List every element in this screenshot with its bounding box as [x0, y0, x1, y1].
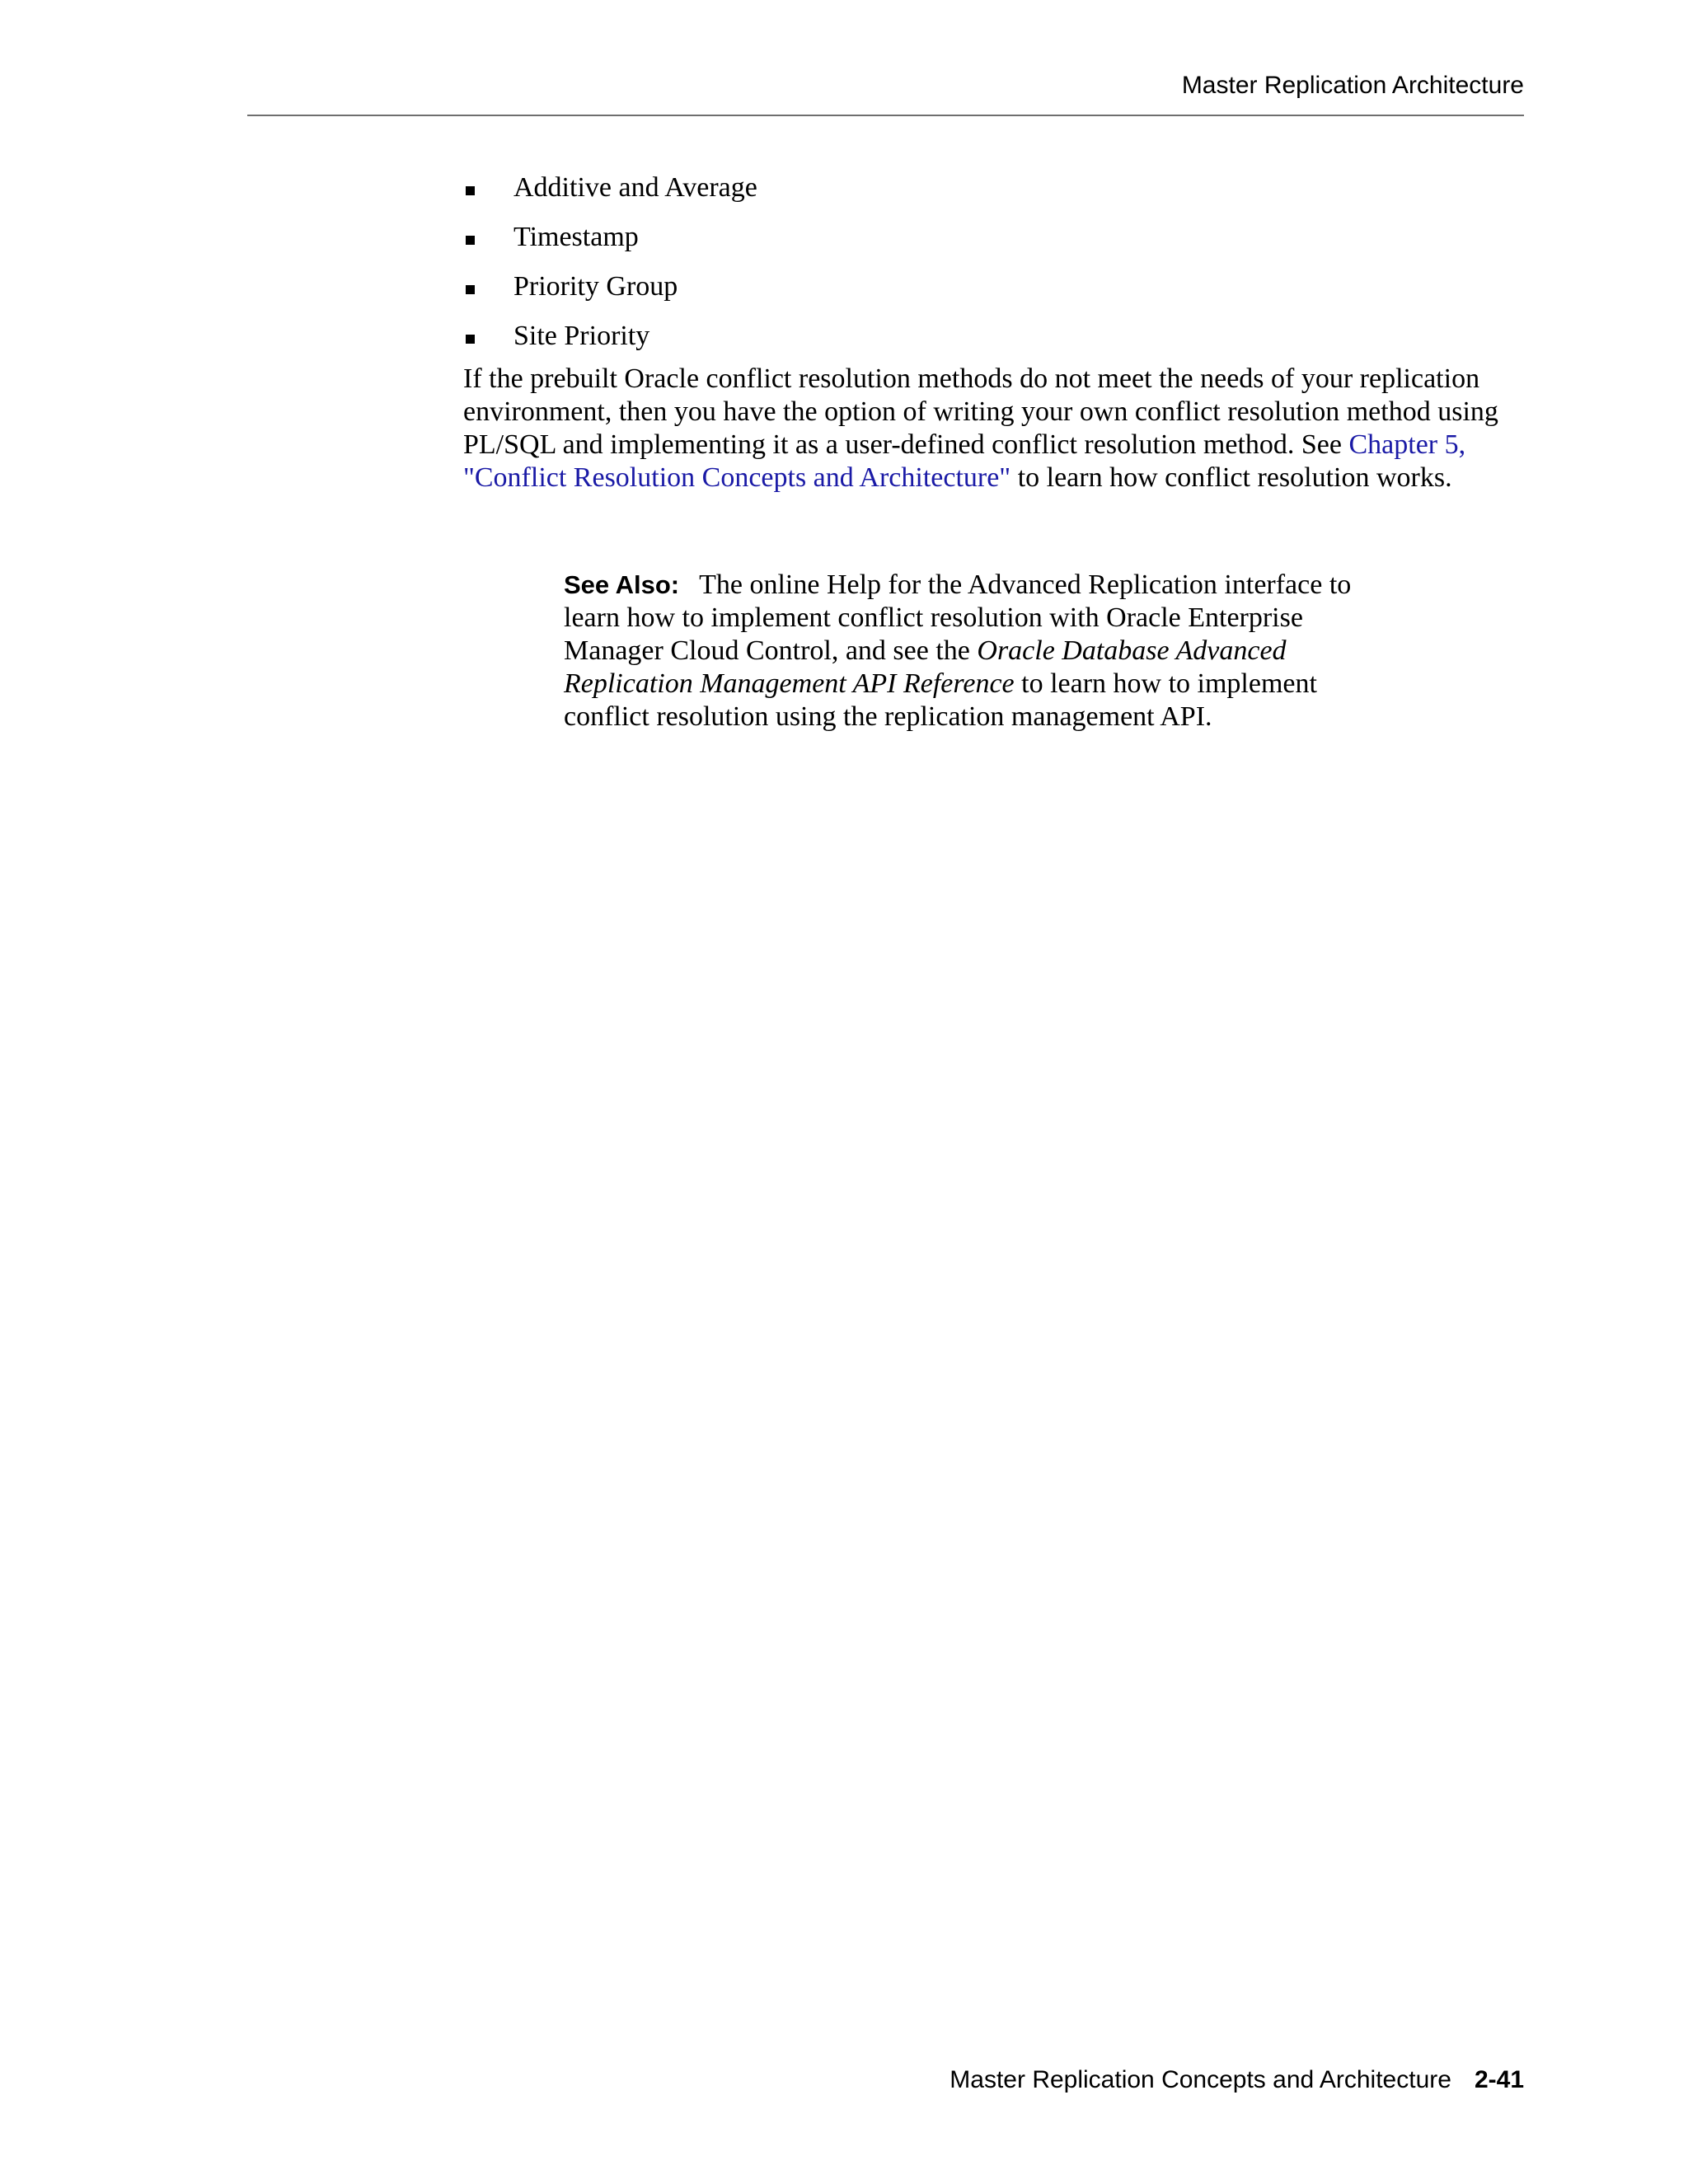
list-item-text: Additive and Average — [513, 172, 757, 203]
footer-book-title: Master Replication Concepts and Architecture — [950, 2066, 1451, 2093]
list-item — [463, 320, 1524, 353]
paragraph-text-start: If the prebuilt Oracle conflict resolution methods do not meet the needs of your replication environment, then you have the option of writing your own conflict resolution method using PL/SQL and implementing it as a user-defined conflict resolution method. See — [463, 363, 1498, 460]
see-also-label: See Also: — [564, 570, 680, 599]
conflict-method-list — [463, 171, 1524, 353]
page-number: 2-41 — [1474, 2066, 1524, 2093]
list-item — [463, 171, 1524, 204]
list-item-text: Site Priority — [513, 321, 650, 351]
square-bullet-icon — [466, 236, 475, 245]
see-also-text-end: to learn how to implement conflict resolution using the replication management API. — [564, 668, 1317, 732]
square-bullet-icon — [466, 186, 475, 195]
running-header: Master Replication Architecture — [1181, 72, 1524, 99]
api-reference-title: Oracle Database Advanced Replication Management API Reference — [564, 635, 1287, 699]
list-item — [463, 270, 1524, 303]
list-item — [463, 221, 1524, 254]
paragraph-text-end: to learn how conflict resolution works. — [1010, 462, 1452, 493]
chapter-5-link[interactable]: Chapter 5, "Conflict Resolution Concepts and Architecture" — [463, 429, 1466, 493]
header-rule — [247, 115, 1524, 116]
body-paragraph — [463, 363, 1524, 494]
see-also-text-start: The online Help for the Advanced Replication interface to learn how to implement conflict resolution with Oracle Enterprise Manager Cloud Control, and see the — [564, 569, 1352, 666]
main-content — [463, 171, 1524, 494]
list-item-text: Priority Group — [513, 271, 678, 302]
square-bullet-icon — [466, 285, 475, 294]
see-also-note — [564, 569, 1396, 733]
page-footer — [0, 2065, 1524, 2095]
square-bullet-icon — [466, 335, 475, 344]
list-item-text: Timestamp — [513, 222, 639, 252]
